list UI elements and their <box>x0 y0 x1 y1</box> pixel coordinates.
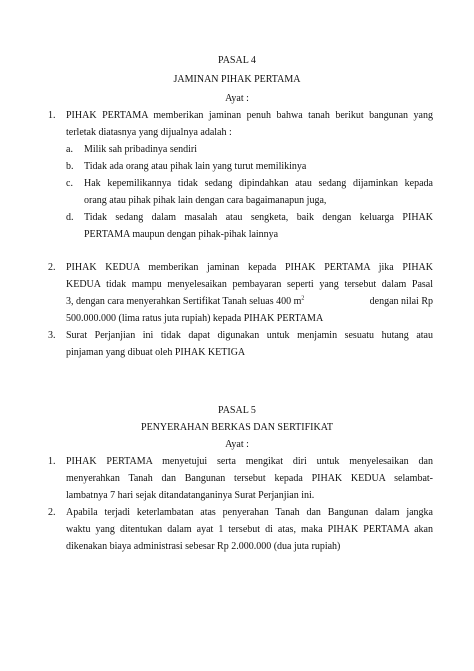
pasal-4-item-2-line-3-value: dengan nilai Rp <box>369 296 433 307</box>
pasal-4-sub-b-label: b. <box>66 161 74 172</box>
pasal-4-item-2-line-2: KEDUA tidak mampu menyelesaikan pembayaran seperti yang tersebut dalam Pasal <box>66 279 433 290</box>
pasal-5-item-2-line-1: Apabila terjadi keterlambatan atas penyerahan Tanah dan Bangunan dalam jangka <box>66 507 433 518</box>
pasal-4-sub-c-line-1: Hak kepemilikannya tidak sedang dipindahkan atau sedang dijaminkan kepada <box>84 178 433 189</box>
pasal-5-ayat: Ayat : <box>225 439 249 450</box>
pasal-4-item-3-number: 3. <box>48 330 56 341</box>
pasal-4-title: PASAL 4 <box>218 55 256 66</box>
pasal-4-item-2-line-3 <box>66 296 433 308</box>
pasal-4-sub-c-line-2: orang atau pihak pihak lain dengan cara bagaimanapun juga, <box>84 195 327 206</box>
pasal-4-sub-a-label: a. <box>66 144 73 155</box>
pasal-5-title: PASAL 5 <box>218 405 256 416</box>
pasal-5-item-1-line-2: menyerahkan Tanah dan Bangunan tersebut kepada PIHAK KEDUA selambat- <box>66 473 433 484</box>
pasal-4-sub-b-text: Tidak ada orang atau pihak lain yang turut memilikinya <box>84 161 307 172</box>
pasal-4-item-2-line-3-area: 3, dengan cara menyerahkan Sertifikat Tanah seluas 400 $m^2$ <box>66 295 305 307</box>
pasal-5-item-2-line-3: dikenakan biaya administrasi sebesar Rp 2.000.000 (dua juta rupiah) <box>66 541 341 552</box>
pasal-4-sub-c-label: c. <box>66 178 73 189</box>
square-superscript: 2 <box>301 295 305 302</box>
pasal-5-item-1-line-1: PIHAK PERTAMA menyetujui serta mengikat diri untuk menyelesaikan dan <box>66 456 433 467</box>
pasal-4-item-1-number: 1. <box>48 110 56 121</box>
pasal-4-sub-d-line-1: Tidak sedang dalam masalah atau sengketa, baik dengan keluarga PIHAK <box>84 212 433 223</box>
pasal-4-item-3-line-2: pinjaman yang dibuat oleh PIHAK KETIGA <box>66 347 246 358</box>
pasal-4-sub-d-label: d. <box>66 212 74 223</box>
pasal-4-sub-a-text: Milik sah pribadinya sendiri <box>84 144 198 155</box>
pasal-4-item-1-line-2: terletak diatasnya yang dijualnya adalah : <box>66 127 232 138</box>
pasal-4-item-2-number: 2. <box>48 262 56 273</box>
pasal-5-item-2-line-2: waktu yang ditentukan dalam ayat 1 tersebut di atas, maka PIHAK PERTAMA akan <box>66 524 433 535</box>
pasal-5-item-1-line-3: lambatnya 7 hari sejak ditandatanganinya Surat Perjanjian ini. <box>66 490 315 501</box>
pasal-4-item-3-line-1: Surat Perjanjian ini tidak dapat digunakan untuk menjamin sesuatu hutang atau <box>66 330 433 341</box>
pasal-4-sub-d-line-2: PERTAMA maupun dengan pihak-pihak lainnya <box>84 229 279 240</box>
pasal-5-item-1-number: 1. <box>48 456 56 467</box>
pasal-4-item-1-line-1: PIHAK PERTAMA memberikan jaminan penuh bahwa tanah berikut bangunan yang <box>66 110 433 121</box>
pasal-5-item-2-number: 2. <box>48 507 56 518</box>
pasal-4-subtitle: JAMINAN PIHAK PERTAMA <box>173 74 301 85</box>
pasal-4-item-2-line-1: PIHAK KEDUA memberikan jaminan kepada PIHAK PERTAMA jika PIHAK <box>66 262 433 273</box>
pasal-4-item-2-line-4: 500.000.000 (lima ratus juta rupiah) kepada PIHAK PERTAMA <box>66 313 324 324</box>
pasal-5-subtitle: PENYERAHAN BERKAS DAN SERTIFIKAT <box>141 422 333 433</box>
pasal-4-ayat: Ayat : <box>225 93 249 104</box>
